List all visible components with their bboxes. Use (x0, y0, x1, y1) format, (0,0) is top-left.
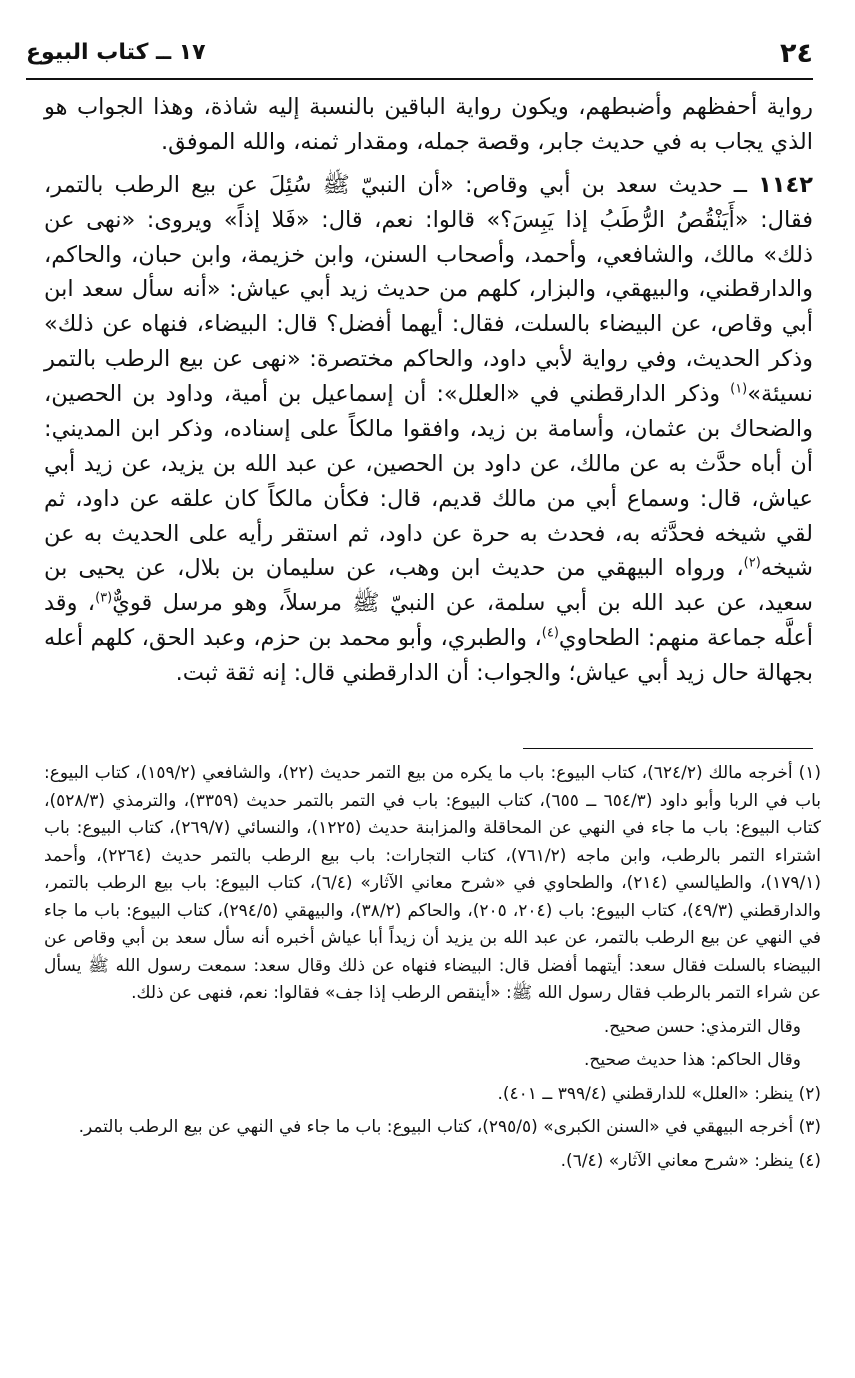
footnote-ref-4[interactable]: (٤) (541, 625, 559, 641)
hadith-paragraph (44, 168, 813, 691)
hadith-text-e: ، والطبري، وأبو محمد بن حزم، وعبد الحق، كلهم أعله بجهالة حال زيد أبي عياش؛ والجواب: أن الدارقطني قال: إنه ثقة ثبت. (44, 625, 813, 686)
hadith-number: ١١٤٢ (758, 171, 813, 198)
page-number: ٢٤ (780, 38, 813, 69)
hadith-text-c: ، ورواه البيهقي من حديث ابن وهب، عن سليمان بن بلال، عن يحيى بن سعيد، عن عبد الله بن أبي سلمة، عن النبيّ ﷺ مرسلاً، وهو مرسل قويٌّ (44, 555, 813, 617)
footnote-1-hakim: وقال الحاكم: هذا حديث صحيح. (583, 1050, 801, 1071)
chapter-title: ١٧ ــ كتاب البيوع (26, 40, 206, 65)
hadith-text-d: ، وقد أعلَّه جماعة منهم: الطحاوي (44, 590, 814, 652)
footnote-ref-1[interactable]: (١) (730, 381, 748, 397)
footnote-separator (523, 748, 813, 749)
footnote-1-tirmidhi: وقال الترمذي: حسن صحيح. (603, 1016, 801, 1037)
paragraph-continuation: رواية أحفظهم وأضبطهم، ويكون رواية الباقين بالنسبة إليه شاذة، وهذا الجواب هو الذي يجاب به في حديث جابر، وقصة جمله، ومقدار ثمنه، والله الموفق. (44, 94, 813, 155)
footnote-ref-2[interactable]: (٢) (743, 555, 761, 571)
footnote-4: (٤) ينظر: «شرح معاني الآثار» (٦/٤). (560, 1150, 821, 1171)
footnote-ref-3[interactable]: (٣) (95, 590, 113, 606)
footnotes (44, 760, 821, 1175)
main-text (44, 90, 813, 691)
running-header (26, 38, 813, 70)
hadith-text-a: ــ حديث سعد بن أبي وقاص: «أن النبيّ ﷺ سُئِلَ عن بيع الرطب بالتمر، فقال: «أَيَنْقُصُ الرُّطَبُ إذا يَبِسَ؟» قالوا: نعم، قال: «فَلا إذاً» ويروى: «نهى عن ذلك» مالك، والشافعي، وأحمد، وأصحاب السنن، وابن خزيمة، وابن حبان، والحاكم، والدارقطني، والبيهقي، والبزار، كلهم من حديث زيد أبي عياش: «أنه سأل سعد ابن أبي وقاص، عن البيضاء بالسلت، فقال: أيهما أفضل؟ قال: البيضاء، فنهاه عن ذلك» وذكر الحديث، وفي رواية لأبي داود، والحاكم مختصرة: «نهى عن بيع الرطب بالتمر نسيئة» (44, 171, 813, 407)
hadith-text-b: وذكر الدارقطني في «العلل»: أن إسماعيل بن أمية، وداود بن الحصين، والضحاك بن عثمان، وأسامة بن زيد، وافقوا مالكاً على إسناده، وذكر ابن المديني: أن أباه حدَّث به عن مالك، عن داود بن الحصين، عن عبد الله بن يزيد، عن زيد أبي عياش، قال: وسماع أبي من مالك قديم، قال: فكأن مالكاً كان علقه عن داود، ثم لقي شيخه فحدَّثه به، فحدث به حرة عن داود، ثم استقر رأيه على الحديث به عن شيخه (44, 381, 813, 582)
header-rule (26, 78, 813, 80)
footnote-3: (٣) أخرجه البيهقي في «السنن الكبرى» (٢٩٥/٥)، كتاب البيوع: باب ما جاء في النهي عن بيع الرطب بالتمر. (78, 1117, 821, 1138)
footnote-2: (٢) ينظر: «العلل» للدارقطني (٣٩٩/٤ ــ ٤٠١). (497, 1083, 821, 1104)
footnote-1: (١) أخرجه مالك (٦٢٤/٢)، كتاب البيوع: باب ما يكره من بيع التمر حديث (٢٢)، والشافعي (١٥٩/٢)، كتاب البيوع: باب في الربا وأبو داود (٦٥٤/٣ ــ ٦٥٥)، كتاب البيوع: باب في التمر بالتمر حديث (٣٣٥٩)، والترمذي (٥٢٨/٣)، كتاب البيوع: باب ما جاء في النهي عن المحاقلة والمزابنة حديث (١٢٢٥)، والنسائي (٢٦٩/٧)، كتاب البيوع: باب اشتراء التمر بالرطب، وابن ماجه (٧٦١/٢)، كتاب التجارات: باب بيع الرطب بالتمر حديث (٢٢٦٤)، وأحمد (١٧٩/١)، والطيالسي (٢١٤)، والطحاوي في «شرح معاني الآثار» (٦/٤)، كتاب البيوع: باب بيع الرطب بالتمر، والدارقطني (٤٩/٣)، كتاب البيوع: باب (٢٠٤، ٢٠٥)، والحاكم (٣٨/٢)، والبيهقي (٢٩٤/٥)، كتاب البيوع: باب ما جاء في النهي عن بيع الرطب بالتمر، عن عبد الله بن يزيد أن زيداً أبا عياش أخبره أنه سأل سعد بن أبي وقاص عن البيضاء بالسلت فقال سعد: أيتهما أفضل قال: البيضاء فنهاه عن ذلك وقال سعد: سمعت رسول الله ﷺ يسأل عن شراء التمر بالرطب فقال رسول الله ﷺ: «أينقص الرطب إذا جف» فقالوا: نعم، فنهى عن ذلك. (44, 763, 822, 1004)
